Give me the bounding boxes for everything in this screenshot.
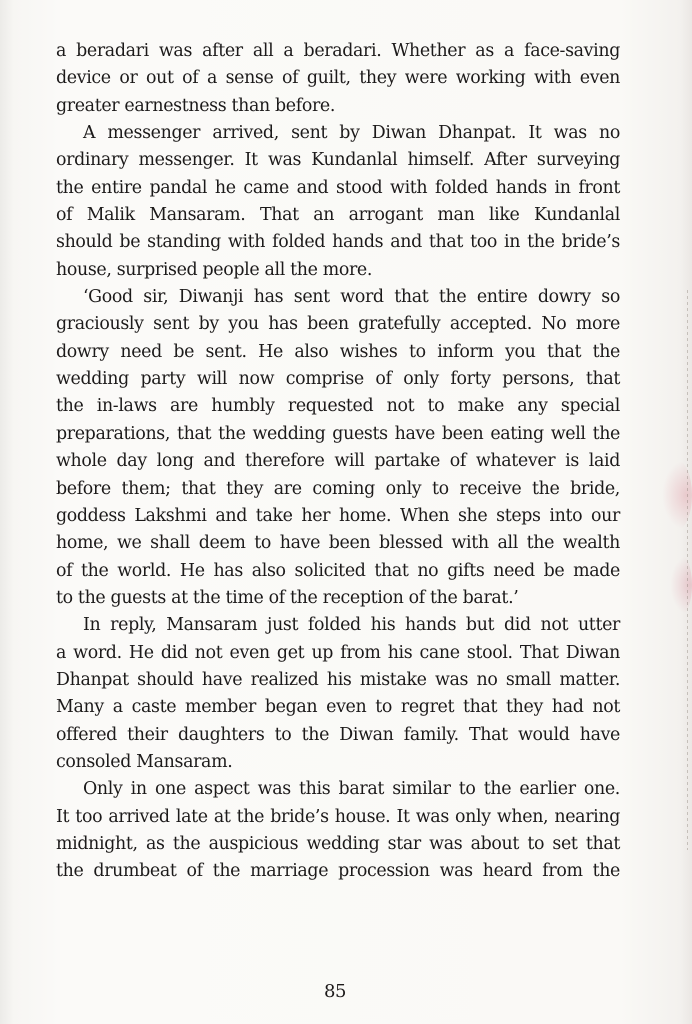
text-line: greater earnestness than before.	[56, 95, 336, 116]
text-line: should be standing with folded hands and that too in the bride’s	[56, 232, 620, 253]
page-edge	[687, 290, 688, 850]
text-line: preparations, that the wedding guests have been eating well the	[56, 423, 620, 444]
page-number: 85	[324, 981, 346, 1002]
text-line: of Malik Mansaram. That an arrogant man like Kundanlal	[56, 205, 620, 226]
text-line: A messenger arrived, sent by Diwan Dhanpat. It was no	[83, 123, 620, 144]
text-line: ‘Good sir, Diwanji has sent word that the entire dowry so	[83, 287, 620, 308]
text-line: It too arrived late at the bride’s house. It was only when, nearing	[56, 806, 620, 827]
text-line: consoled Mansaram.	[56, 751, 233, 772]
text-line: Only in one aspect was this barat similar to the earlier one.	[83, 779, 620, 800]
text-line: dowry need be sent. He also wishes to inform you that the	[56, 341, 620, 362]
text-line: of the world. He has also solicited that no gifts need be made	[56, 560, 620, 581]
paragraph	[56, 284, 620, 612]
paragraph	[56, 120, 620, 284]
text-line: In reply, Mansaram just folded his hands but did not utter	[83, 615, 620, 636]
text-line: a word. He did not even get up from his cane stool. That Diwan	[56, 642, 620, 663]
text-line: wedding party will now comprise of only forty persons, that	[56, 369, 620, 390]
text-line: whole day long and therefore will partake of whatever is laid	[56, 451, 620, 472]
text-line: midnight, as the auspicious wedding star was about to set that	[56, 833, 620, 854]
page-stain	[670, 555, 692, 615]
text-line: Many a caste member began even to regret that they had not	[56, 697, 620, 718]
text-line: a beradari was after all a beradari. Whether as a face-saving	[56, 41, 620, 61]
text-line: device or out of a sense of guilt, they were working with even	[56, 68, 620, 89]
body-text	[56, 38, 620, 886]
text-line: offered their daughters to the Diwan family. That would have	[56, 724, 620, 745]
text-line: goddess Lakshmi and take her home. When she steps into our	[56, 505, 620, 526]
text-line: before them; that they are coming only to receive the bride,	[56, 478, 620, 499]
text-line: the drumbeat of the marriage procession was heard from the	[56, 861, 620, 882]
text-line: to the guests at the time of the reception of the barat.’	[56, 587, 519, 608]
text-line: ordinary messenger. It was Kundanlal himself. After surveying	[56, 150, 620, 171]
text-line: the entire pandal he came and stood with folded hands in front	[56, 177, 620, 198]
text-line: the in-laws are humbly requested not to make any special	[56, 396, 620, 417]
text-line: house, surprised people all the more.	[56, 259, 373, 280]
text-line: Dhanpat should have realized his mistake was no small matter.	[56, 669, 620, 690]
paragraph	[56, 776, 620, 885]
paragraph	[56, 612, 620, 776]
text-line: home, we shall deem to have been blessed with all the wealth	[56, 533, 620, 554]
text-line: graciously sent by you has been gratefully accepted. No more	[56, 314, 620, 335]
paragraph	[56, 38, 620, 120]
